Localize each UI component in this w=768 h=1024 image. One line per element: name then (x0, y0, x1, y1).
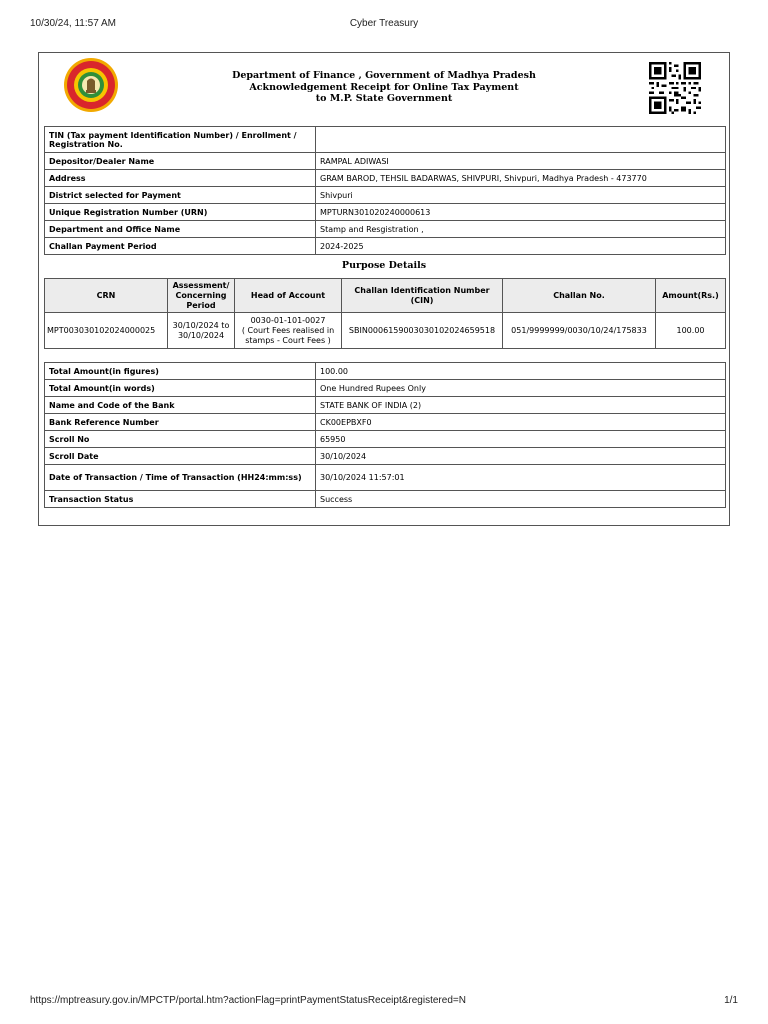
detail-label: District selected for Payment (45, 187, 316, 204)
detail-value: 2024-2025 (316, 238, 726, 255)
table-row (45, 448, 726, 465)
payment-value: 30/10/2024 11:57:01 (316, 465, 726, 491)
table-row (45, 238, 726, 255)
print-datetime: 10/30/24, 11:57 AM (30, 18, 116, 29)
period-cell (168, 313, 235, 349)
head-description-2: stamps - Court Fees ) (245, 335, 331, 345)
detail-value: Shivpuri (316, 187, 726, 204)
table-row (45, 313, 726, 349)
column-header-amount: Amount(Rs.) (656, 279, 726, 313)
receipt-container (38, 52, 730, 526)
mp-government-emblem-icon (63, 57, 119, 113)
payment-value: Success (316, 491, 726, 508)
title-line-1: Department of Finance , Government of Madhya Pradesh (232, 70, 536, 81)
payment-label: Scroll No (45, 431, 316, 448)
payment-value: 100.00 (316, 363, 726, 380)
table-row (45, 127, 726, 153)
title-line-3: to M.P. State Government (315, 93, 453, 104)
challan-no-cell: 051/9999999/0030/10/24/175833 (503, 313, 656, 349)
head-description-1: ( Court Fees realised in (241, 325, 335, 335)
payment-label: Total Amount(in figures) (45, 363, 316, 380)
cin-cell: SBIN00061590030301020246595​18 (342, 313, 503, 349)
column-header-challan-no: Challan No. (503, 279, 656, 313)
detail-value (316, 127, 726, 153)
detail-value: Stamp and Resgistration , (316, 221, 726, 238)
page-url: https://mptreasury.gov.in/MPCTP/portal.htm?actionFlag=printPaymentStatusReceipt&registered=N (30, 995, 466, 1006)
table-row (45, 397, 726, 414)
title-line-2: Acknowledgement Receipt for Online Tax Payment (249, 81, 519, 93)
head-of-account-cell (235, 313, 342, 349)
table-row (45, 153, 726, 170)
detail-value: MPTURN301020240000613 (316, 204, 726, 221)
detail-label: Challan Payment Period (45, 238, 316, 255)
period-from: 30/10/2024 to (172, 320, 230, 330)
detail-value: GRAM BAROD, TEHSIL BADARWAS, SHIVPURI, Shivpuri, Madhya Pradesh - 473770 (316, 170, 726, 187)
payment-value: CK00EPBXF0 (316, 414, 726, 431)
detail-label: Unique Registration Number (URN) (45, 204, 316, 221)
amount-cell: 100.00 (656, 313, 726, 349)
payment-label: Total Amount(in words) (45, 380, 316, 397)
head-code: 0030-01-101-0027 (250, 315, 326, 325)
table-row (45, 170, 726, 187)
purpose-details-heading: Purpose Details (341, 260, 427, 271)
detail-label: Department and Office Name (45, 221, 316, 238)
table-row (45, 363, 726, 380)
payment-value: STATE BANK OF INDIA (2) (316, 397, 726, 414)
column-header-cin: Challan Identification Number (CIN) (342, 279, 503, 313)
period-to: 30/10/2024 (177, 330, 225, 340)
payment-value: 65950 (316, 431, 726, 448)
payment-label: Transaction Status (45, 491, 316, 508)
print-title: Cyber Treasury (349, 18, 419, 29)
table-row (45, 465, 726, 491)
column-header-crn: CRN (45, 279, 168, 313)
receipt-title (169, 70, 599, 105)
payment-label: Name and Code of the Bank (45, 397, 316, 414)
detail-label: Depositor/Dealer Name (45, 153, 316, 170)
detail-label: TIN (Tax payment Identification Number) / Enrollment / Registration No. (45, 127, 316, 153)
purpose-details-table (44, 278, 726, 349)
payment-value: 30/10/2024 (316, 448, 726, 465)
table-row (45, 491, 726, 508)
table-row (45, 221, 726, 238)
qr-code-icon (649, 62, 701, 114)
payment-label: Bank Reference Number (45, 414, 316, 431)
payment-label: Date of Transaction / Time of Transaction (HH24:mm:ss) (45, 465, 316, 491)
payment-details-table (44, 362, 726, 508)
depositor-details-table (44, 126, 726, 255)
crn-cell: MPT003030102024000025 (45, 313, 168, 349)
table-row (45, 204, 726, 221)
table-row (45, 187, 726, 204)
detail-value: RAMPAL ADIWASI (316, 153, 726, 170)
detail-label: Address (45, 170, 316, 187)
column-header-period: Assessment/ Concerning Period (168, 279, 235, 313)
column-header-head-of-account: Head of Account (235, 279, 342, 313)
payment-label: Scroll Date (45, 448, 316, 465)
table-row (45, 431, 726, 448)
page-number: 1/1 (724, 995, 738, 1006)
table-row (45, 380, 726, 397)
table-row (45, 414, 726, 431)
payment-value: One Hundred Rupees Only (316, 380, 726, 397)
table-header-row (45, 279, 726, 313)
